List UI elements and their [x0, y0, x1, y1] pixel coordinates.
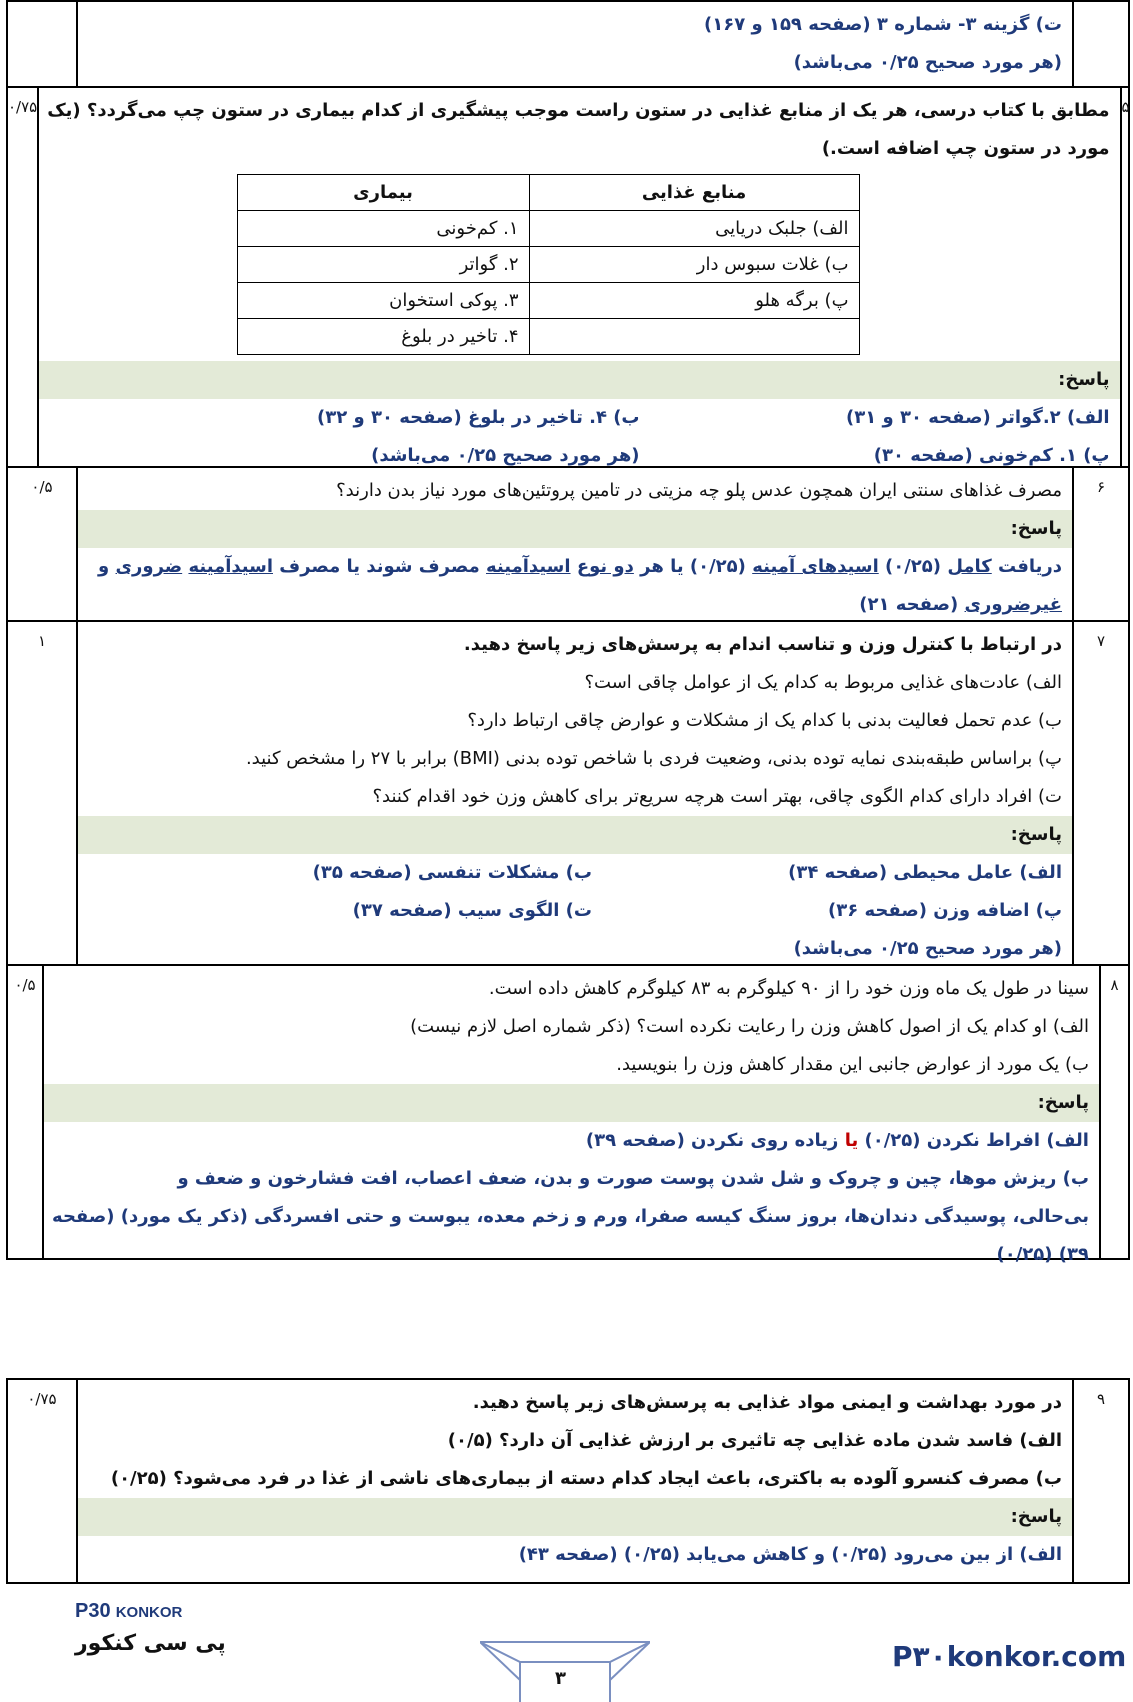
- logo-sub: KONKOR: [115, 1604, 183, 1621]
- answer-text: (صفحه ۲۱): [859, 594, 959, 615]
- q5-answer-c: پ) ۱. کم‌خونی (صفحه ۳۰): [873, 445, 1110, 466]
- answer-keyword: اسیدهای آمینه: [752, 556, 879, 577]
- q8-answer-line-4: ۳۹) (۰/۲۵): [996, 1244, 1089, 1265]
- q9-content: [78, 1380, 1072, 1582]
- q8-answer-line-1: [52, 1122, 1089, 1160]
- number-cell: [1072, 2, 1128, 86]
- answer-table-1: [6, 0, 1130, 1265]
- q5-text-1: مطابق با کتاب درسی، هر یک از منابع غذایی در ستون راست موجب پیشگیری از کدام بیماری در ستون چپ می‌گردد؟ (یک: [47, 100, 1110, 121]
- food-cell: [529, 319, 859, 355]
- q7-number: ۷: [1072, 622, 1128, 964]
- q7-content: [78, 622, 1072, 964]
- q9-text-2: الف) فاسد شدن ماده غذایی چه تاثیری بر ارزش غذایی آن دارد؟ (۰/۵): [447, 1430, 1062, 1451]
- q7-text-4: پ) براساس طبقه‌بندی نمایه توده بدنی، وضعیت فردی با شاخص توده بدنی (BMI) برابر با ۲۷ را مشخص کنید.: [245, 748, 1062, 769]
- q5-match-table: [237, 174, 860, 355]
- page-number: ۳: [555, 1668, 566, 1689]
- q6-content: [78, 468, 1072, 620]
- q9-text-3: ب) مصرف کنسرو آلوده به باکتری، باعث ایجاد کدام دسته از بیماری‌های ناشی از غذا در فرد می‌شود؟ (۰/۲۵): [110, 1468, 1062, 1489]
- answer-line: ت) گزینه ۳- شماره ۳ (صفحه ۱۵۹ و ۱۶۷): [704, 14, 1062, 35]
- row-continuation: [8, 2, 1128, 86]
- answer-keyword: دو نوع: [576, 556, 634, 577]
- logo-main: P30: [75, 1600, 111, 1622]
- answer-text: و: [98, 556, 110, 577]
- disease-cell: ۲. گواتر: [237, 247, 529, 283]
- q8-text-1: سینا در طول یک ماه وزن خود را از ۹۰ کیلوگرم به ۸۳ کیلوگرم کاهش داده است.: [488, 978, 1089, 999]
- answer-text: (۰/۲۵): [885, 556, 942, 577]
- row-q8: [8, 964, 1128, 1265]
- q6-answer-line-2: [86, 586, 1062, 624]
- answer-keyword: غیرضروری: [964, 594, 1062, 615]
- q7-text-5: ت) افراد دارای کدام الگوی چاقی، بهتر است هرچه سریع‌تر برای کاهش وزن خود اقدام کنند؟: [372, 786, 1062, 807]
- q8-answer-line-3: بی‌حالی، پوسیدگی دندان‌ها، بروز سنگ کیسه صفرا، ورم و زخم معده، یبوست و حتی افسردگی (ذکر یک مورد) (صفحه: [52, 1206, 1089, 1227]
- food-cell: پ) برگه هلو: [529, 283, 859, 319]
- answer-text: مصرف شوند یا مصرف: [279, 556, 480, 577]
- q7-answer-b: ب) مشکلات تنفسی (صفحه ۳۵): [312, 862, 592, 883]
- q7-score: ۱: [8, 622, 78, 964]
- answer-text: الف) افراط نکردن (۰/۲۵): [864, 1130, 1089, 1151]
- q9-number: ۹: [1072, 1380, 1128, 1582]
- answer-keyword: ضروری: [115, 556, 183, 577]
- q5-answer-b: ب) ۴. تاخیر در بلوغ (صفحه ۳۰ و ۳۲): [317, 407, 640, 428]
- q5-score: ۰/۷۵: [8, 88, 39, 466]
- answer-keyword: کامل: [947, 556, 992, 577]
- q9-answer-line-1: الف) از بین می‌رود (۰/۲۵) و کاهش می‌یابد (۰/۲۵) (صفحه ۴۳): [518, 1544, 1062, 1565]
- q8-text-3: ب) یک مورد از عوارض جانبی این مقدار کاهش وزن را بنویسید.: [616, 1054, 1089, 1075]
- q7-answer-row-2: [86, 892, 1062, 930]
- disease-cell: ۴. تاخیر در بلوغ: [237, 319, 529, 355]
- row-q5: [8, 86, 1128, 466]
- q7-answer-note: (هر مورد صحیح ۰/۲۵ می‌باشد): [793, 938, 1062, 959]
- answer-table-2: [6, 1378, 1130, 1584]
- answer-label: پاسخ:: [78, 816, 1072, 854]
- answer-label: پاسخ:: [78, 1498, 1072, 1536]
- q5-answer-row-1: [47, 399, 1109, 437]
- q5-number: ۵: [1120, 88, 1130, 466]
- answer-keyword: اسیدآمینه: [188, 556, 273, 577]
- q9-text-1: در مورد بهداشت و ایمنی مواد غذایی به پرسش‌های زیر پاسخ دهید.: [472, 1392, 1062, 1413]
- logo-persian: پی سی کنکور: [75, 1631, 226, 1656]
- q5-answer-a: الف) ۲.گواتر (صفحه ۳۰ و ۳۱): [846, 407, 1110, 428]
- answer-label: پاسخ:: [78, 510, 1072, 548]
- q7-answer-a: الف) عامل محیطی (صفحه ۳۴): [788, 862, 1062, 883]
- p30-logo: [75, 1600, 226, 1656]
- q7-text-2: الف) عادت‌های غذایی مربوط به کدام یک از عوامل چاقی است؟: [584, 672, 1062, 693]
- q5-text-2: مورد در ستون چپ اضافه است.): [821, 138, 1110, 159]
- disease-cell: ۱. کم‌خونی: [237, 211, 529, 247]
- q9-score: ۰/۷۵: [8, 1380, 78, 1582]
- answer-text: زیاده روی نکردن (صفحه ۳۹): [585, 1130, 839, 1151]
- answer-note: (هر مورد صحیح ۰/۲۵ می‌باشد): [793, 52, 1062, 73]
- q8-number: ۸: [1099, 966, 1128, 1258]
- score-cell: [8, 2, 78, 86]
- answer-text: (۰/۲۵) یا هر: [640, 556, 746, 577]
- question-cell: [78, 2, 1072, 86]
- answer-text: دریافت: [998, 556, 1062, 577]
- header-food: منابع غذایی: [529, 175, 859, 211]
- answer-or: یا: [844, 1130, 859, 1151]
- answer-label: پاسخ:: [39, 361, 1119, 399]
- row-q6: [8, 466, 1128, 620]
- row-q7: [8, 620, 1128, 964]
- q5-content: [39, 88, 1119, 466]
- q7-answer-row-1: [86, 854, 1062, 892]
- q8-score: ۰/۵: [8, 966, 44, 1258]
- answer-keyword: اسیدآمینه: [486, 556, 571, 577]
- q8-answer-line-2: ب) ریزش موها، چین و چروک و شل شدن پوست صورت و بدن، ضعف اعصاب، افت فشارخون و ضعف و: [177, 1168, 1089, 1189]
- q7-text-3: ب) عدم تحمل فعالیت بدنی با کدام یک از مشکلات و عوارض چاقی ارتباط دارد؟: [467, 710, 1062, 731]
- q8-content: [44, 966, 1099, 1265]
- q6-answer-line-1: [86, 548, 1062, 586]
- disease-cell: ۳. پوکی استخوان: [237, 283, 529, 319]
- q6-text: مصرف غذاهای سنتی ایران همچون عدس پلو چه مزیتی در تامین پروتئین‌های مورد نیاز بدن دارند؟: [336, 480, 1062, 501]
- food-cell: الف) جلبک دریایی: [529, 211, 859, 247]
- food-cell: ب) غلات سبوس دار: [529, 247, 859, 283]
- q7-text-1: در ارتباط با کنترل وزن و تناسب اندام به پرسش‌های زیر پاسخ دهید.: [463, 634, 1062, 655]
- q6-number: ۶: [1072, 468, 1128, 620]
- website-link[interactable]: P۳۰konkor.com: [892, 1640, 1127, 1673]
- q6-score: ۰/۵: [8, 468, 78, 620]
- q7-answer-d: ت) الگوی سیب (صفحه ۳۷): [352, 900, 592, 921]
- row-q9: [8, 1380, 1128, 1582]
- answer-label: پاسخ:: [44, 1084, 1099, 1122]
- header-disease: بیماری: [237, 175, 529, 211]
- q8-text-2: الف) او کدام یک از اصول کاهش وزن را رعایت نکرده است؟ (ذکر شماره اصل لازم نیست): [410, 1016, 1089, 1037]
- q5-answer-note: (هر مورد صحیح ۰/۲۵ می‌باشد): [371, 445, 640, 466]
- q7-answer-c: پ) اضافه وزن (صفحه ۳۶): [827, 900, 1062, 921]
